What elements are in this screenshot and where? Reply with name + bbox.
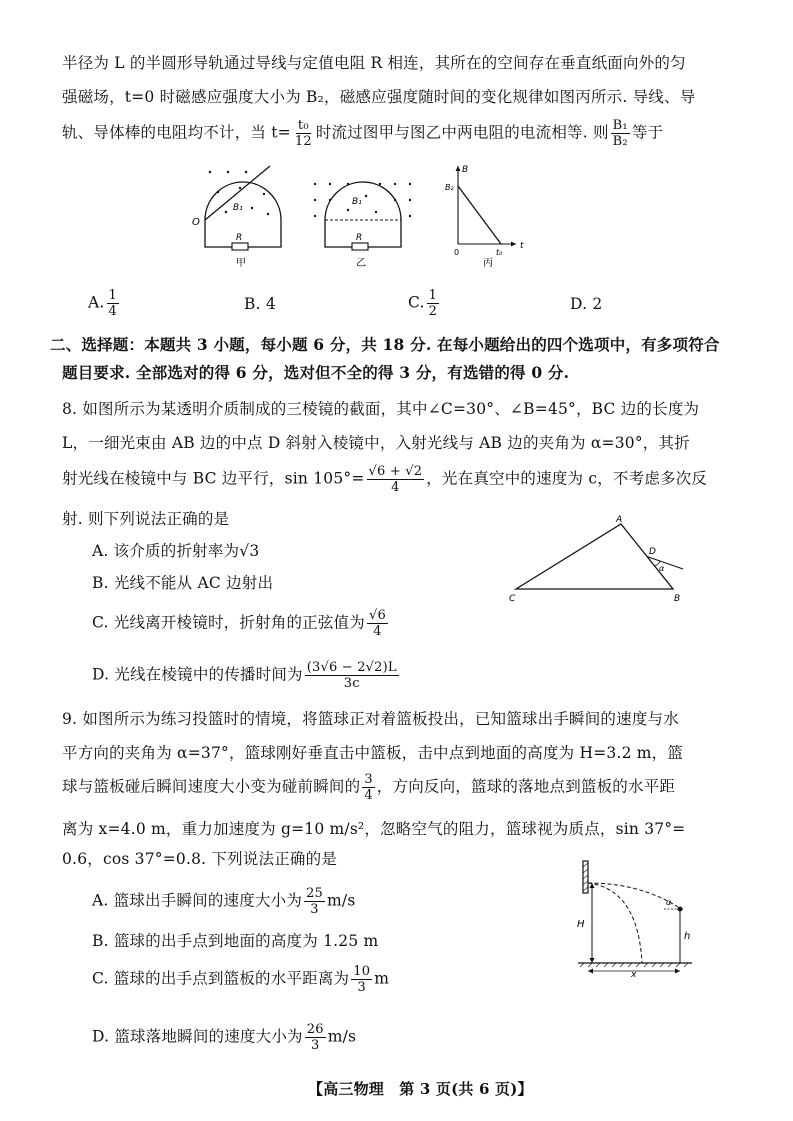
q8-option-c[interactable]: C. 光线离开棱镜时，折射角的正弦值为 $\frac{√6}{4}$ xyxy=(92,608,386,639)
fraction-b1-b2: $\frac{\text{B₁}}{\text{B₂}}$ xyxy=(612,118,628,149)
label-alpha: α xyxy=(659,564,665,573)
label-b: B xyxy=(674,594,681,604)
label-x: x xyxy=(631,970,637,980)
figure-yi xyxy=(314,182,411,269)
label-h-upper: H xyxy=(577,919,585,930)
q8-line-4: 射. 则下列说法正确的是 xyxy=(62,510,230,528)
q9-line-2: 平方向的夹角为 α=37°，篮球刚好垂直击中篮板，击中点到地面的高度为 H=3.2 m，篮 xyxy=(62,744,684,762)
q8-option-a[interactable]: A. 该介质的折射率为√3 xyxy=(92,542,260,560)
q8-prism-figure xyxy=(500,510,700,610)
q8-option-b[interactable]: B. 光线不能从 AC 边射出 xyxy=(92,574,274,592)
label-t-axis: t xyxy=(520,241,524,251)
q9-line-5: 0.6，cos 37°=0.8. 下列说法正确的是 xyxy=(62,850,338,868)
q7-line-3: 轨、导体棒的电阻均不计，当 t= $\frac{\text{t₀}}{12}$ 时流过图甲与图乙中两电阻的电流相等. 则 $\frac{\text{B₁}}{\text{B₂}}$ 等于 xyxy=(62,118,664,149)
q9-option-c[interactable]: C. 篮球的出手点到篮板的水平距离为 $\frac{10}{3}$ m xyxy=(92,964,390,995)
q8-line-1: 8. 如图所示为某透明介质制成的三棱镜的截面，其中∠C=30°、∠B=45°，BC 边的长度为 xyxy=(62,400,700,418)
q9-option-d[interactable]: D. 篮球落地瞬间的速度大小为 $\frac{26}{3}$ m/s xyxy=(92,1022,357,1053)
label-h-lower: h xyxy=(684,931,691,942)
q9-basketball-figure xyxy=(570,855,700,980)
q7-option-c[interactable]: C. $\frac{1}{2}$ xyxy=(408,288,438,319)
label-bing: 丙 xyxy=(483,258,493,269)
q8-line-3: 射光线在棱镜中与 BC 边平行，sin 105°= $\frac{√6 + √2}{4}$ ，光在真空中的速度为 c，不考虑多次反 xyxy=(62,464,708,495)
q9-option-b[interactable]: B. 篮球的出手点到地面的高度为 1.25 m xyxy=(92,932,379,950)
label-alpha-9: α xyxy=(666,898,672,907)
label-origin: 0 xyxy=(454,248,460,257)
q7-figures xyxy=(180,160,580,285)
section-2-line-1: 二、选择题：本题共 3 小题，每小题 6 分，共 18 分. 在每小题给出的四个选项中，有多项符合 xyxy=(50,335,720,354)
label-a: A xyxy=(616,515,623,525)
q8-option-d[interactable]: D. 光线在棱镜中的传播时间为 $\frac{(3√6 - 2√2)L}{3c}$ xyxy=(92,660,397,691)
q9-line-3: 球与篮板碰后瞬间速度大小变为碰前瞬间的 $\frac{3}{4}$ ，方向反向，篮球的落地点到篮板的水平距 xyxy=(62,772,676,803)
q7-line-1: 半径为 L 的半圆形导轨通过导线与定值电阻 R 相连，其所在的空间存在垂直纸面向外的匀 xyxy=(62,54,686,72)
section-2-line-2: 题目要求. 全部选对的得 6 分，选对但不全的得 3 分，有选错的得 0 分. xyxy=(62,363,570,382)
label-b-axis: B xyxy=(462,165,469,175)
q7-line-2: 强磁场，t=0 时磁感应强度大小为 B₂，磁感应强度随时间的变化规律如图丙所示. 导线、导 xyxy=(62,88,696,106)
label-o: O xyxy=(192,217,200,228)
label-yi: 乙 xyxy=(356,258,366,269)
figure-jia xyxy=(192,166,281,269)
q9-line-1: 9. 如图所示为练习投篮时的情境，将篮球正对着篮板投出，已知篮球出手瞬间的速度与水 xyxy=(62,710,679,728)
page-footer: 【高三物理 第 3 页(共 6 页)】 xyxy=(308,1080,533,1098)
label-b2: B₂ xyxy=(445,183,454,192)
figure-bing xyxy=(445,165,524,269)
label-d: D xyxy=(649,547,656,557)
label-c: C xyxy=(509,594,516,604)
label-t0: t₀ xyxy=(496,248,503,257)
q7-option-b[interactable]: B. 4 xyxy=(244,295,276,313)
q7-option-a[interactable]: A. $\frac{1}{4}$ xyxy=(88,288,118,319)
q7-option-d[interactable]: D. 2 xyxy=(570,295,603,313)
fraction-t0-12: $\frac{\text{t₀}}{12}$ xyxy=(294,118,312,149)
q9-line-4: 离为 x=4.0 m，重力加速度为 g=10 m/s²，忽略空气的阻力，篮球视为质点，sin 37°= xyxy=(62,820,686,838)
label-b1-yi: B₁ xyxy=(352,197,362,207)
label-jia: 甲 xyxy=(236,258,246,269)
label-b1-jia: B₁ xyxy=(233,203,243,213)
q8-line-2: L，一细光束由 AB 边的中点 D 斜射入棱镜中，入射光线与 AB 边的夹角为 α=30°，其折 xyxy=(62,434,690,452)
label-r-yi: R xyxy=(356,233,363,243)
q9-option-a[interactable]: A. 篮球出手瞬间的速度大小为 $\frac{25}{3}$ m/s xyxy=(92,886,356,917)
label-r-jia: R xyxy=(236,233,243,243)
